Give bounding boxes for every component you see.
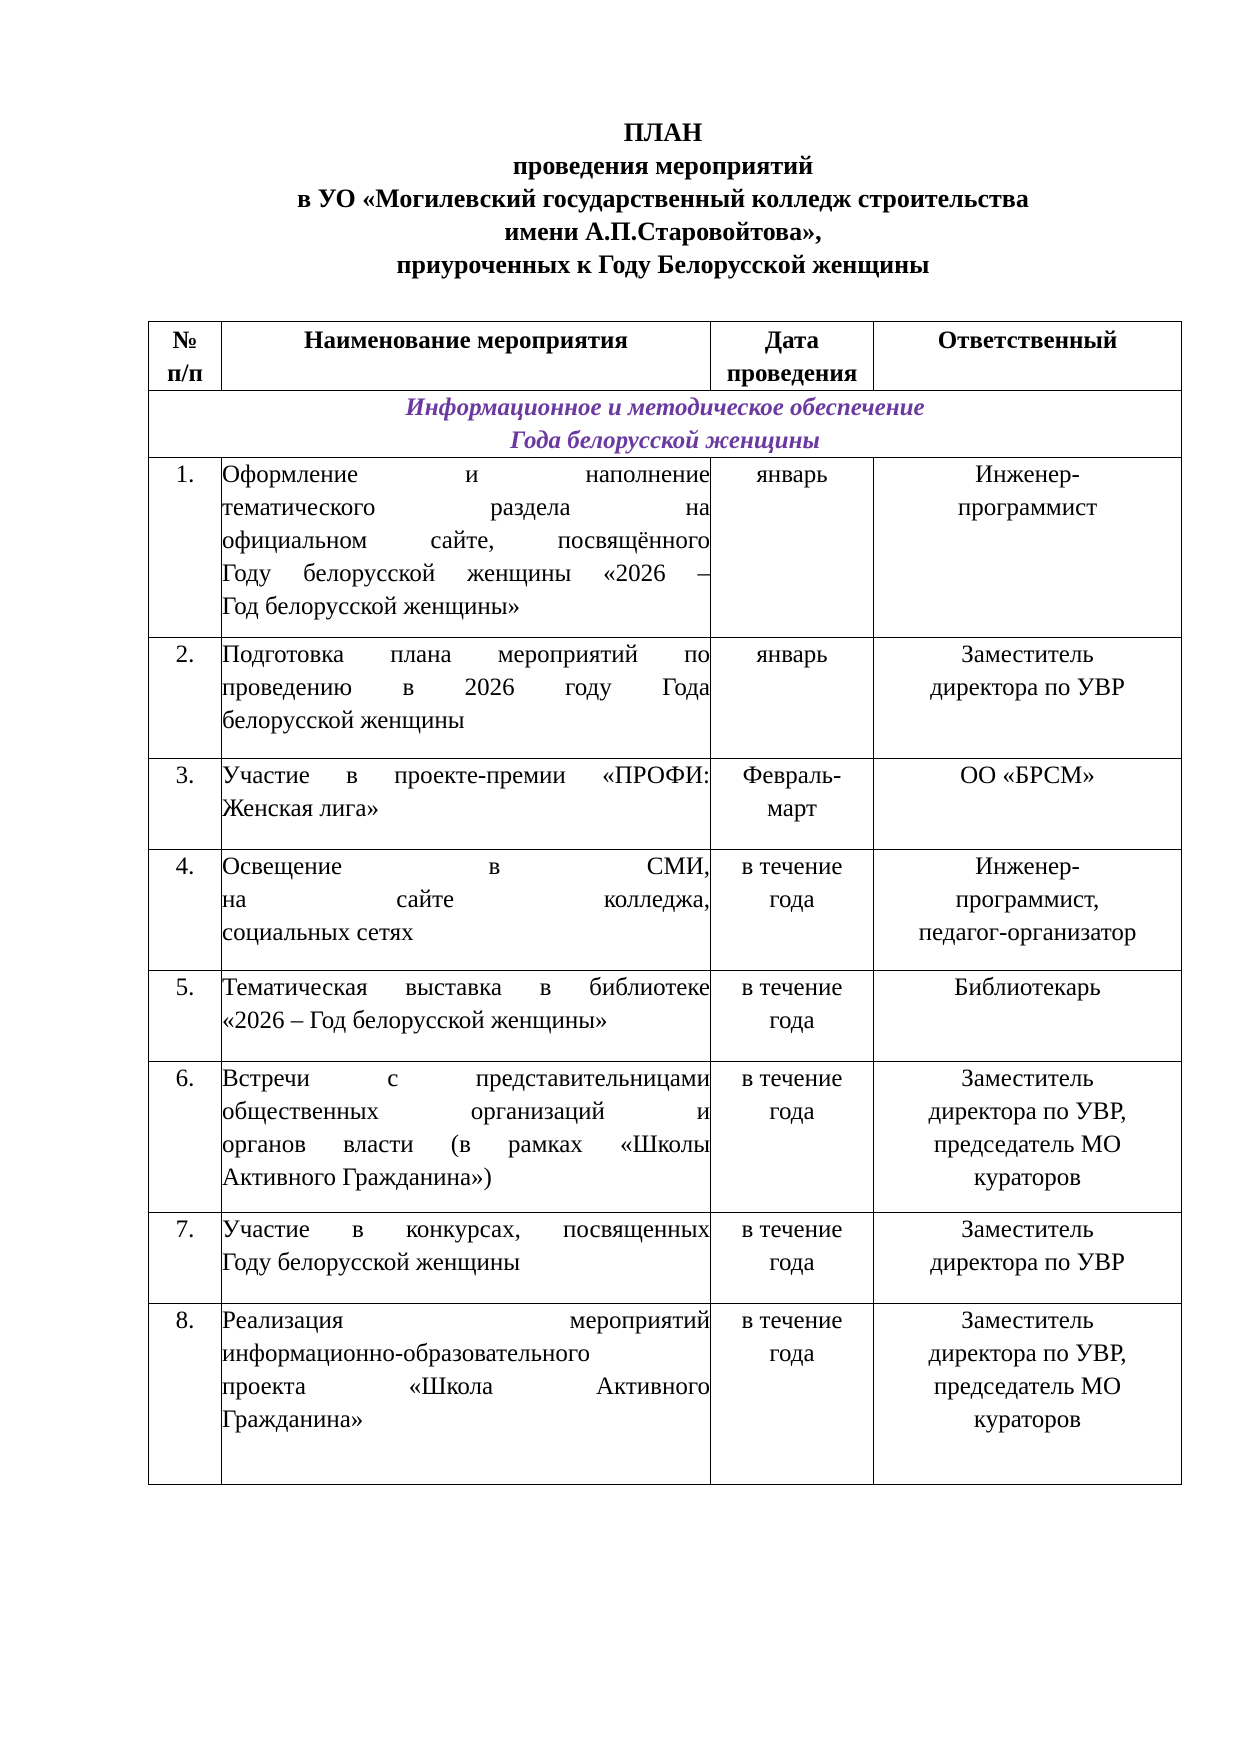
section-row xyxy=(149,391,1182,458)
table-row xyxy=(149,458,1182,638)
event-responsible xyxy=(874,1304,1182,1485)
event-date-line: Февраль- xyxy=(742,762,842,789)
event-responsible-line: программист, xyxy=(955,886,1100,913)
event-name-line: Тематическая выставка в библиотеке xyxy=(222,974,710,1001)
event-name-line: Освещение в СМИ, xyxy=(222,853,710,880)
event-responsible-line: председатель МО xyxy=(933,1373,1122,1400)
event-date-line: года xyxy=(769,1340,815,1367)
event-name xyxy=(222,1304,711,1485)
event-name-line: на сайте колледжа, xyxy=(222,886,710,913)
header-name-text: Наименование мероприятия xyxy=(304,327,628,354)
event-date-line: в течение xyxy=(741,974,843,1001)
event-name-line: общественных организаций и xyxy=(222,1098,710,1125)
header-num-line-2: п/п xyxy=(167,360,203,387)
events-table xyxy=(148,321,1182,1485)
event-name-line: Году белорусской женщины «2026 – xyxy=(222,560,710,587)
event-name xyxy=(222,458,711,638)
event-date-line: март xyxy=(767,795,817,822)
row-number-text: 7. xyxy=(175,1216,195,1243)
section-heading xyxy=(149,391,1182,458)
event-date-line: года xyxy=(769,1098,815,1125)
event-responsible-line: программист xyxy=(957,494,1098,521)
table-row xyxy=(149,1213,1182,1304)
event-date xyxy=(711,458,874,638)
row-number-text: 6. xyxy=(175,1065,195,1092)
event-responsible xyxy=(874,850,1182,971)
event-responsible-line: Заместитель xyxy=(961,1065,1094,1092)
row-number xyxy=(149,638,222,759)
event-responsible-line: кураторов xyxy=(973,1406,1082,1433)
row-number xyxy=(149,850,222,971)
event-date xyxy=(711,1062,874,1213)
row-number xyxy=(149,458,222,638)
row-number xyxy=(149,1062,222,1213)
event-responsible-line: педагог-организатор xyxy=(918,919,1137,946)
header-date-line-1: Дата xyxy=(764,327,820,354)
section-heading-line-1: Информационное и методическое обеспечение xyxy=(405,394,925,421)
event-date xyxy=(711,1304,874,1485)
table-row xyxy=(149,638,1182,759)
event-responsible-line: директора по УВР xyxy=(930,674,1125,701)
title-line-4: имени А.П.Старовойтова», xyxy=(504,217,822,246)
header-num-line-1: № xyxy=(172,327,198,354)
event-name-line: Реализация мероприятий xyxy=(222,1307,710,1334)
event-name-line: Гражданина» xyxy=(222,1406,364,1433)
event-responsible xyxy=(874,1062,1182,1213)
event-date xyxy=(711,759,874,850)
event-date xyxy=(711,971,874,1062)
row-number xyxy=(149,759,222,850)
event-name-line: органов власти (в рамках «Школы xyxy=(222,1131,710,1158)
row-number xyxy=(149,1213,222,1304)
event-name-line: Году белорусской женщины xyxy=(222,1249,521,1276)
row-number-text: 5. xyxy=(175,974,195,1001)
event-responsible-line: Инженер- xyxy=(975,853,1080,880)
event-responsible-line: председатель МО xyxy=(933,1131,1122,1158)
header-responsible xyxy=(874,322,1182,391)
row-number xyxy=(149,971,222,1062)
row-number-text: 4. xyxy=(175,853,195,880)
header-responsible-text: Ответственный xyxy=(937,327,1118,354)
event-responsible-line: Инженер- xyxy=(975,461,1080,488)
event-name xyxy=(222,759,711,850)
table-row xyxy=(149,759,1182,850)
title-line-5: приуроченных к Году Белорусской женщины xyxy=(396,250,930,279)
event-name xyxy=(222,1062,711,1213)
event-name-line: официальном сайте, посвящённого xyxy=(222,527,710,554)
title-line-3: в УО «Могилевский государственный колледж строительства xyxy=(297,184,1029,213)
event-name xyxy=(222,638,711,759)
event-name-line: Год белорусской женщины» xyxy=(222,593,521,620)
row-number-text: 8. xyxy=(175,1307,195,1334)
event-responsible-line: директора по УВР, xyxy=(928,1340,1127,1367)
event-date-line: года xyxy=(769,1007,815,1034)
section-heading-line-2: Года белорусской женщины xyxy=(510,427,820,454)
event-name-line: «2026 – Год белорусской женщины» xyxy=(222,1007,608,1034)
title-line-1: ПЛАН xyxy=(623,118,703,147)
event-name-line: Подготовка плана мероприятий по xyxy=(222,641,710,668)
event-name-line: проекта «Школа Активного xyxy=(222,1373,710,1400)
event-responsible-line: Заместитель xyxy=(961,641,1094,668)
row-number-text: 2. xyxy=(175,641,195,668)
event-date-line: в течение xyxy=(741,1065,843,1092)
table-row xyxy=(149,1062,1182,1213)
event-responsible xyxy=(874,759,1182,850)
event-responsible-line: Заместитель xyxy=(961,1216,1094,1243)
event-responsible-line: директора по УВР xyxy=(930,1249,1125,1276)
document-title xyxy=(148,116,1178,281)
event-responsible-line: кураторов xyxy=(973,1164,1082,1191)
table-row xyxy=(149,850,1182,971)
table-row xyxy=(149,1304,1182,1485)
header-date xyxy=(711,322,874,391)
event-name-line: Участие в проекте-премии «ПРОФИ: xyxy=(222,762,710,789)
event-responsible xyxy=(874,638,1182,759)
event-name xyxy=(222,971,711,1062)
event-responsible-line: директора по УВР, xyxy=(928,1098,1127,1125)
row-number-text: 1. xyxy=(175,461,195,488)
event-name-line: Активного Гражданина») xyxy=(222,1164,492,1191)
row-number-text: 3. xyxy=(175,762,195,789)
event-responsible-line: Заместитель xyxy=(961,1307,1094,1334)
table-header-row xyxy=(149,322,1182,391)
event-name xyxy=(222,1213,711,1304)
event-name-line: социальных сетях xyxy=(222,919,414,946)
event-date-line: январь xyxy=(756,641,828,668)
header-num xyxy=(149,322,222,391)
event-responsible-line: Библиотекарь xyxy=(954,974,1101,1001)
event-date-line: январь xyxy=(756,461,828,488)
event-date xyxy=(711,1213,874,1304)
event-date-line: в течение xyxy=(741,1216,843,1243)
event-name-line: тематического раздела на xyxy=(222,494,710,521)
event-date-line: года xyxy=(769,886,815,913)
table-row xyxy=(149,971,1182,1062)
event-name xyxy=(222,850,711,971)
event-name-line: белорусской женщины xyxy=(222,707,465,734)
event-responsible xyxy=(874,971,1182,1062)
header-date-line-2: проведения xyxy=(726,360,858,387)
event-name-line: проведению в 2026 году Года xyxy=(222,674,710,701)
event-name-line: Встречи с представительницами xyxy=(222,1065,710,1092)
title-line-2: проведения мероприятий xyxy=(512,151,814,180)
event-responsible xyxy=(874,458,1182,638)
event-date-line: в течение xyxy=(741,853,843,880)
event-date xyxy=(711,638,874,759)
event-date-line: года xyxy=(769,1249,815,1276)
header-name xyxy=(222,322,711,391)
event-responsible-line: ОО «БРСМ» xyxy=(960,762,1095,789)
event-name-line: информационно-образовательного xyxy=(222,1340,591,1367)
event-name-line: Оформление и наполнение xyxy=(222,461,710,488)
event-responsible xyxy=(874,1213,1182,1304)
event-name-line: Женская лига» xyxy=(222,795,380,822)
row-number xyxy=(149,1304,222,1485)
event-name-line: Участие в конкурсах, посвященных xyxy=(222,1216,710,1243)
event-date xyxy=(711,850,874,971)
event-date-line: в течение xyxy=(741,1307,843,1334)
